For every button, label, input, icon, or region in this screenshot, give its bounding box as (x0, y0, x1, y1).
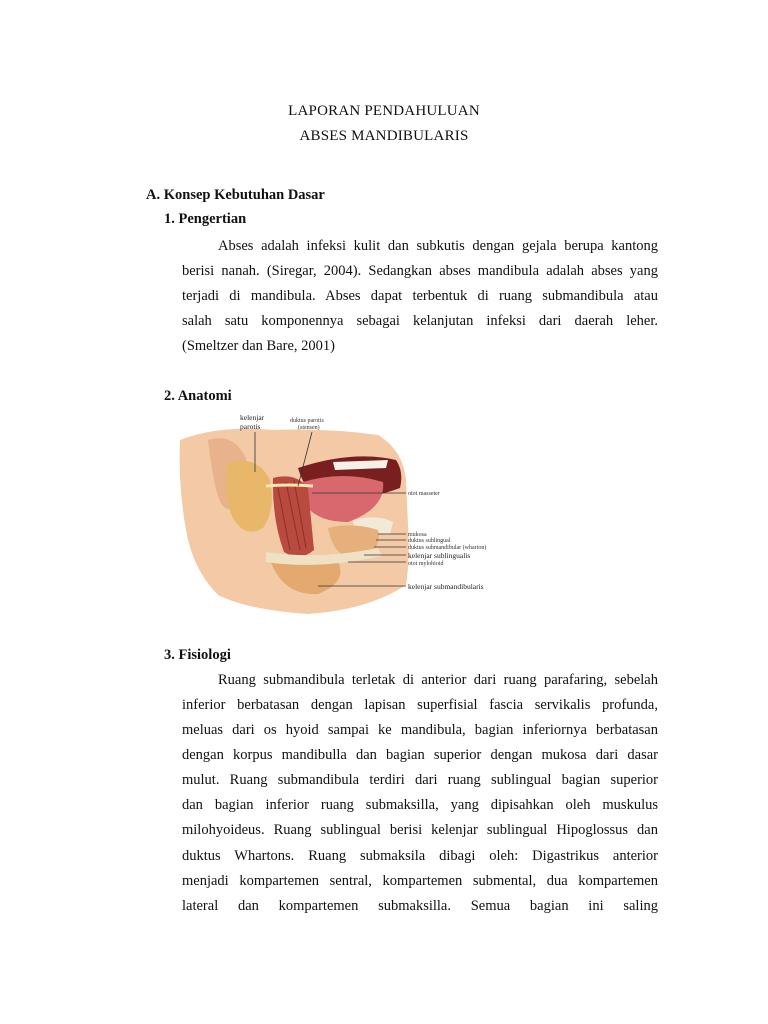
label-duktus-submandibular: duktus submandibular (wharton) (408, 545, 487, 551)
label-otot-masseter: otot masseter (408, 491, 440, 497)
heading-pengertian: 1. Pengertian (164, 211, 247, 227)
label-kelenjar-sublingualis: kelenjar sublingualis (408, 551, 471, 560)
label-otot-mylohioid: otot mylohioid (408, 561, 444, 567)
paragraph-line: mulut. Ruang submandibula terdiri dari ruang sublingual bagian superior (182, 772, 658, 788)
paragraph-line: salah satu komponennya sebagai kelanjutan infeksi dari daerah leher. (182, 313, 658, 329)
label-kelenjar-parotis-1: kelenjar (240, 413, 265, 422)
paragraph-line: meluas dari os hyoid sampai ke mandibula, bagian inferiornya berbatasan (182, 722, 658, 738)
paragraph-line: duktus Whartons. Ruang submaksila dibagi oleh: Digastrikus anterior (182, 848, 658, 864)
document-subtitle: ABSES MANDIBULARIS (299, 128, 469, 144)
paragraph-line: milohyoideus. Ruang sublingual berisi kelenjar sublingual Hipoglossus dan (182, 822, 658, 838)
heading-fisiologi: 3. Fisiologi (164, 647, 231, 663)
label-kelenjar-parotis-2: parotis (240, 422, 261, 431)
paragraph-line: dan bagian inferior ruang submaksilla, yang dipisahkan oleh muskulus (182, 797, 658, 813)
anatomy-figure (178, 410, 508, 616)
label-kelenjar-submandibularis: kelenjar submandibularis (408, 582, 484, 591)
anatomy-illustration (178, 410, 508, 616)
label-mukosa: mukosa (408, 532, 427, 538)
paragraph-line: berisi nanah. (Siregar, 2004). Sedangkan abses mandibula adalah abses yang (182, 263, 658, 279)
paragraph-line: dengan korpus mandibulla dan bagian superior dengan mukosa dari dasar (182, 747, 658, 763)
document-title: LAPORAN PENDAHULUAN (288, 103, 480, 119)
paragraph-line: terjadi di mandibula. Abses dapat terbentuk di ruang submandibula atau (182, 288, 658, 304)
paragraph-line: lateral dan kompartemen submaksilla. Semua bagian ini saling (182, 898, 658, 914)
label-duktus-sublingual: duktus sublingual (408, 538, 451, 544)
section-heading-a: A. Konsep Kebutuhan Dasar (146, 187, 325, 203)
paragraph-line: Ruang submandibula terletak di anterior dari ruang parafaring, sebelah (218, 672, 658, 688)
label-duktus-parotis-2: (stensen) (298, 425, 320, 431)
paragraph-line: menjadi kompartemen sentral, kompartemen submental, dua kompartemen (182, 873, 658, 889)
paragraph-line: inferior berbatasan dengan lapisan superfisial fascia servikalis profunda, (182, 697, 658, 713)
paragraph-line: Abses adalah infeksi kulit dan subkutis dengan gejala berupa kantong (218, 238, 658, 254)
heading-anatomi: 2. Anatomi (164, 388, 232, 404)
paragraph-line: (Smeltzer dan Bare, 2001) (182, 338, 336, 354)
label-duktus-parotis-1: duktus parotis (290, 418, 324, 424)
